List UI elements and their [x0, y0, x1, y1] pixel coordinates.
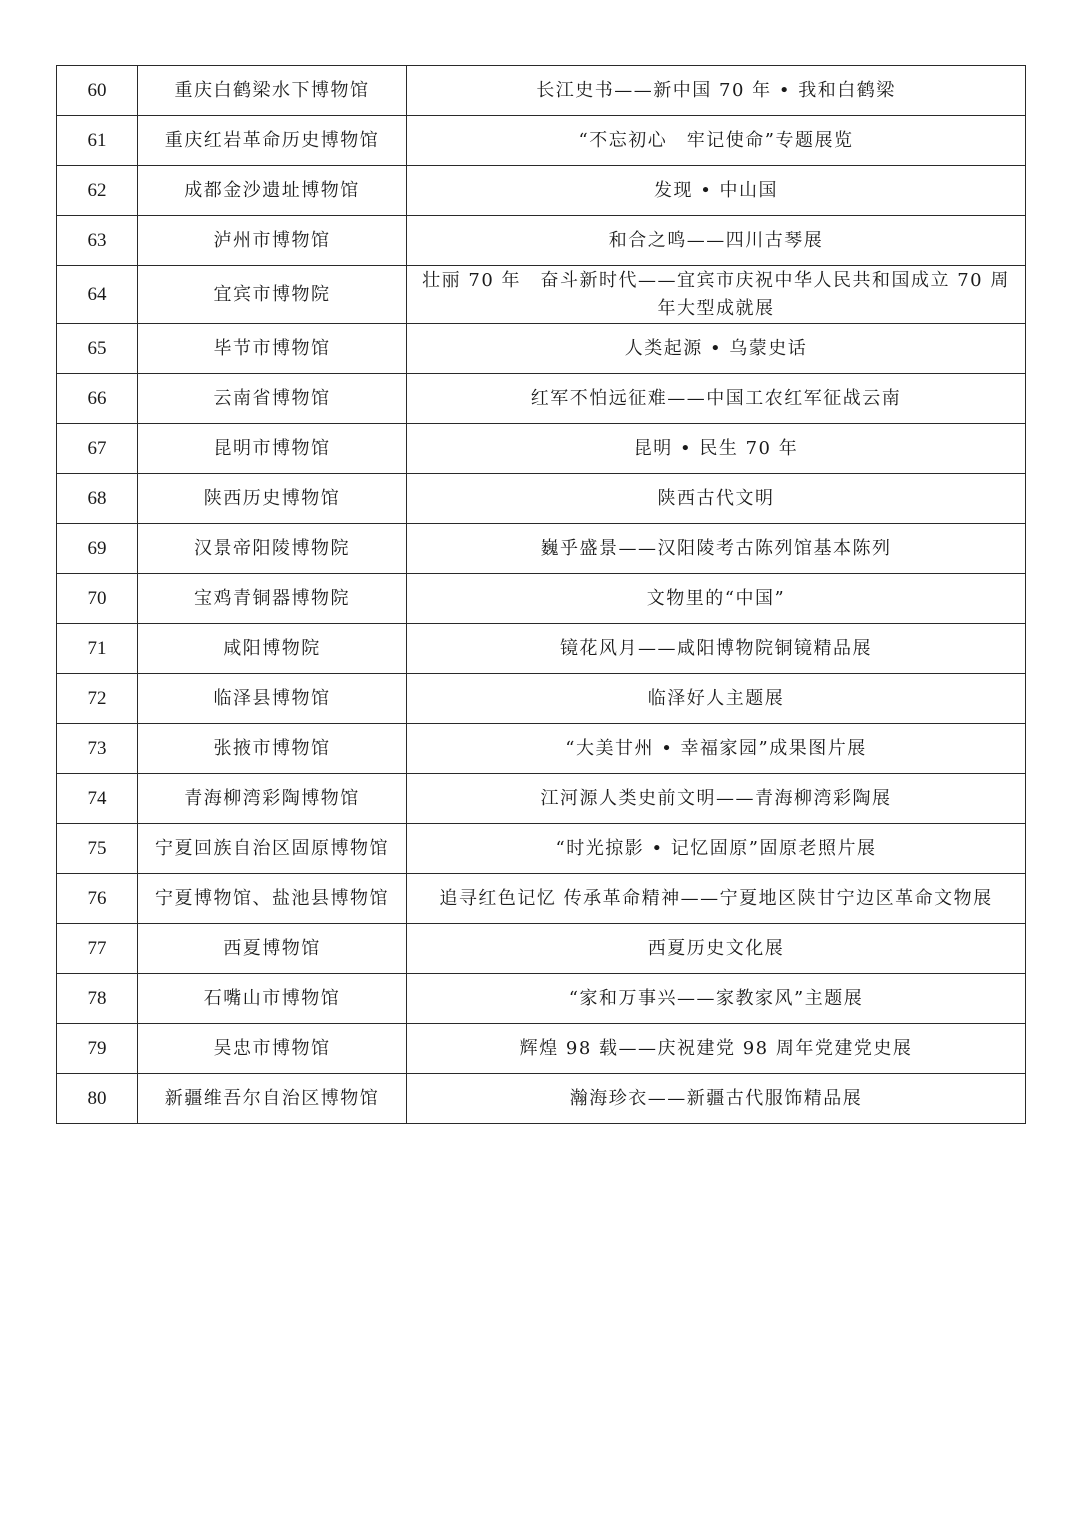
museum-name: 宁夏博物馆、盐池县博物馆 — [138, 874, 407, 924]
exhibition-title: “时光掠影 • 记忆固原”固原老照片展 — [407, 824, 1026, 874]
row-number: 61 — [57, 116, 138, 166]
table-row — [57, 774, 1026, 824]
row-number: 75 — [57, 824, 138, 874]
exhibition-title: 镜花风月——咸阳博物院铜镜精品展 — [407, 624, 1026, 674]
table-row — [57, 724, 1026, 774]
row-number: 77 — [57, 924, 138, 974]
table-row — [57, 166, 1026, 216]
row-number: 74 — [57, 774, 138, 824]
table-row — [57, 266, 1026, 324]
exhibition-title: 辉煌 98 载——庆祝建党 98 周年党建党史展 — [407, 1024, 1026, 1074]
row-number: 60 — [57, 66, 138, 116]
museum-name: 成都金沙遗址博物馆 — [138, 166, 407, 216]
exhibition-table-body — [57, 66, 1026, 1124]
museum-name: 青海柳湾彩陶博物馆 — [138, 774, 407, 824]
exhibition-title: 追寻红色记忆 传承革命精神——宁夏地区陕甘宁边区革命文物展 — [407, 874, 1026, 924]
exhibition-title: 人类起源 • 乌蒙史话 — [407, 324, 1026, 374]
row-number: 63 — [57, 216, 138, 266]
exhibition-title: 文物里的“中国” — [407, 574, 1026, 624]
row-number: 69 — [57, 524, 138, 574]
exhibition-title: 长江史书——新中国 70 年 • 我和白鹤梁 — [407, 66, 1026, 116]
table-row — [57, 424, 1026, 474]
table-row — [57, 624, 1026, 674]
museum-name: 临泽县博物馆 — [138, 674, 407, 724]
row-number: 76 — [57, 874, 138, 924]
museum-name: 宝鸡青铜器博物院 — [138, 574, 407, 624]
exhibition-title: 临泽好人主题展 — [407, 674, 1026, 724]
table-row — [57, 574, 1026, 624]
table-row — [57, 66, 1026, 116]
table-row — [57, 674, 1026, 724]
row-number: 66 — [57, 374, 138, 424]
museum-name: 陕西历史博物馆 — [138, 474, 407, 524]
row-number: 79 — [57, 1024, 138, 1074]
table-row — [57, 824, 1026, 874]
table-row — [57, 216, 1026, 266]
museum-name: 毕节市博物馆 — [138, 324, 407, 374]
museum-name: 张掖市博物馆 — [138, 724, 407, 774]
museum-name: 宜宾市博物院 — [138, 266, 407, 324]
museum-name: 宁夏回族自治区固原博物馆 — [138, 824, 407, 874]
row-number: 62 — [57, 166, 138, 216]
exhibition-title: 发现 • 中山国 — [407, 166, 1026, 216]
museum-name: 汉景帝阳陵博物院 — [138, 524, 407, 574]
row-number: 78 — [57, 974, 138, 1024]
row-number: 68 — [57, 474, 138, 524]
table-row — [57, 474, 1026, 524]
exhibition-title: 和合之鸣——四川古琴展 — [407, 216, 1026, 266]
exhibition-title: “大美甘州 • 幸福家园”成果图片展 — [407, 724, 1026, 774]
row-number: 70 — [57, 574, 138, 624]
exhibition-title: 江河源人类史前文明——青海柳湾彩陶展 — [407, 774, 1026, 824]
exhibition-title: 红军不怕远征难——中国工农红军征战云南 — [407, 374, 1026, 424]
museum-name: 云南省博物馆 — [138, 374, 407, 424]
exhibition-title: “不忘初心 牢记使命”专题展览 — [407, 116, 1026, 166]
row-number: 71 — [57, 624, 138, 674]
table-row — [57, 874, 1026, 924]
row-number: 67 — [57, 424, 138, 474]
table-row — [57, 924, 1026, 974]
museum-name: 重庆白鹤梁水下博物馆 — [138, 66, 407, 116]
table-row — [57, 1024, 1026, 1074]
museum-name: 西夏博物馆 — [138, 924, 407, 974]
table-row — [57, 524, 1026, 574]
table-row — [57, 1074, 1026, 1124]
row-number: 80 — [57, 1074, 138, 1124]
table-row — [57, 974, 1026, 1024]
table-row — [57, 116, 1026, 166]
exhibition-title: 昆明 • 民生 70 年 — [407, 424, 1026, 474]
exhibition-title: 巍乎盛景——汉阳陵考古陈列馆基本陈列 — [407, 524, 1026, 574]
exhibition-title: 陕西古代文明 — [407, 474, 1026, 524]
museum-name: 昆明市博物馆 — [138, 424, 407, 474]
row-number: 65 — [57, 324, 138, 374]
exhibition-title: 瀚海珍衣——新疆古代服饰精品展 — [407, 1074, 1026, 1124]
table-row — [57, 374, 1026, 424]
exhibition-table — [56, 65, 1026, 1124]
table-row — [57, 324, 1026, 374]
row-number: 73 — [57, 724, 138, 774]
museum-name: 泸州市博物馆 — [138, 216, 407, 266]
row-number: 64 — [57, 266, 138, 324]
museum-name: 石嘴山市博物馆 — [138, 974, 407, 1024]
museum-name: 咸阳博物院 — [138, 624, 407, 674]
exhibition-title: 西夏历史文化展 — [407, 924, 1026, 974]
row-number: 72 — [57, 674, 138, 724]
exhibition-title: “家和万事兴——家教家风”主题展 — [407, 974, 1026, 1024]
museum-name: 重庆红岩革命历史博物馆 — [138, 116, 407, 166]
exhibition-title: 壮丽 70 年 奋斗新时代——宜宾市庆祝中华人民共和国成立 70 周年大型成就展 — [407, 266, 1026, 324]
museum-name: 吴忠市博物馆 — [138, 1024, 407, 1074]
museum-name: 新疆维吾尔自治区博物馆 — [138, 1074, 407, 1124]
